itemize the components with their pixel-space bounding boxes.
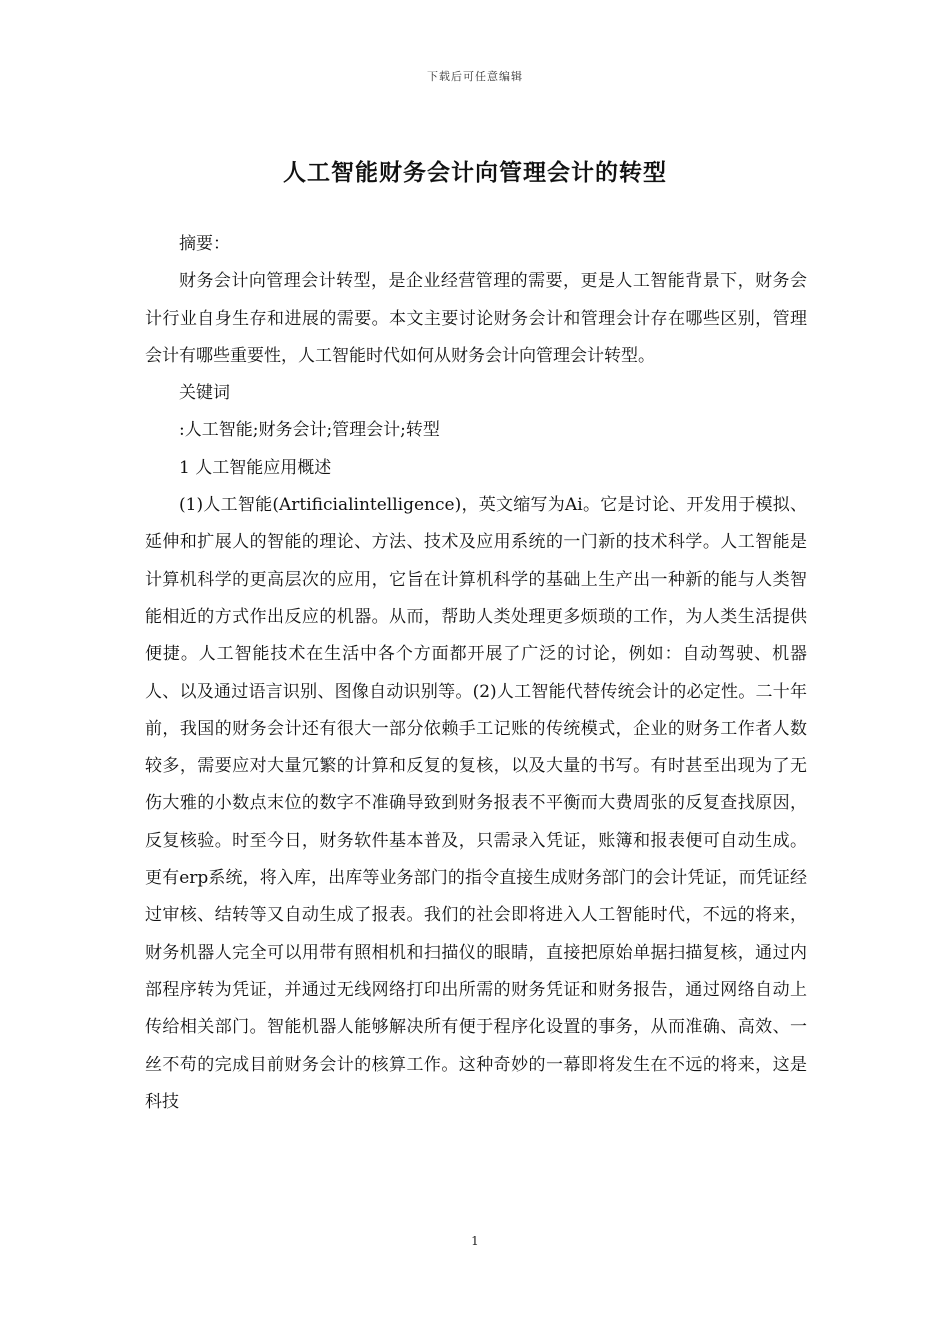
keywords-text: :人工智能;财务会计;管理会计;转型 [179, 420, 440, 441]
page-number: 1 [471, 1234, 479, 1248]
document-body [145, 226, 807, 1121]
abstract-text: 财务会计向管理会计转型，是企业经营管理的需要，更是人工智能背景下，财务会计行业自身生存和进展的需要。本文主要讨论财务会计和管理会计存在哪些区别，管理会计有哪些重要性，人工智能时代如何从财务会计向管理会计转型。 [145, 271, 807, 366]
document-title: 人工智能财务会计向管理会计的转型 [283, 159, 667, 186]
keywords-label: 关键词 [179, 383, 230, 404]
header-note: 下载后可任意编辑 [427, 70, 523, 83]
abstract-label: 摘要： [179, 234, 230, 254]
section-heading: 1 人工智能应用概述 [179, 457, 332, 478]
section-paragraph: (1)人工智能(Artificialintelligence)，英文缩写为Ai。它是讨论、开发用于模拟、延伸和扩展人的智能的理论、方法、技术及应用系统的一门新的技术科学。人工智能是计算机科学的更高层次的应用，它旨在计算机科学的基础上生产出一种新的能与人类智能相近的方式作出反应的机器。从而，帮助人类处理更多烦琐的工作，为人类生活提供便捷。人工智能技术在生活中各个方面都开展了广泛的讨论，例如：自动驾驶、机器人、以及通过语言识别、图像自动识别等。(2)人工智能代替传统会计的必定性。二十年前，我国的财务会计还有很大一部分依赖手工记账的传统模式，企业的财务工作者人数较多，需要应对大量冗繁的计算和反复的复核，以及大量的书写。有时甚至出现为了无伤大雅的小数点末位的数字不准确导致到财务报表不平衡而大费周张的反复查找原因，反复核验。时至今日，财务软件基本普及，只需录入凭证，账簿和报表便可自动生成。更有erp系统，将入库，出库等业务部门的指令直接生成财务部门的会计凭证，而凭证经过审核、结转等又自动生成了报表。我们的社会即将进入人工智能时代，不远的将来，财务机器人完全可以用带有照相机和扫描仪的眼睛，直接把原始单据扫描复核，通过内部程序转为凭证，并通过无线网络打印出所需的财务凭证和财务报告，通过网络自动上传给相关部门。智能机器人能够解决所有便于程序化设置的事务，从而准确、高效、一丝不苟的完成目前财务会计的核算工作。这种奇妙的一幕即将发生在不远的将来，这是科技 [145, 495, 807, 1112]
